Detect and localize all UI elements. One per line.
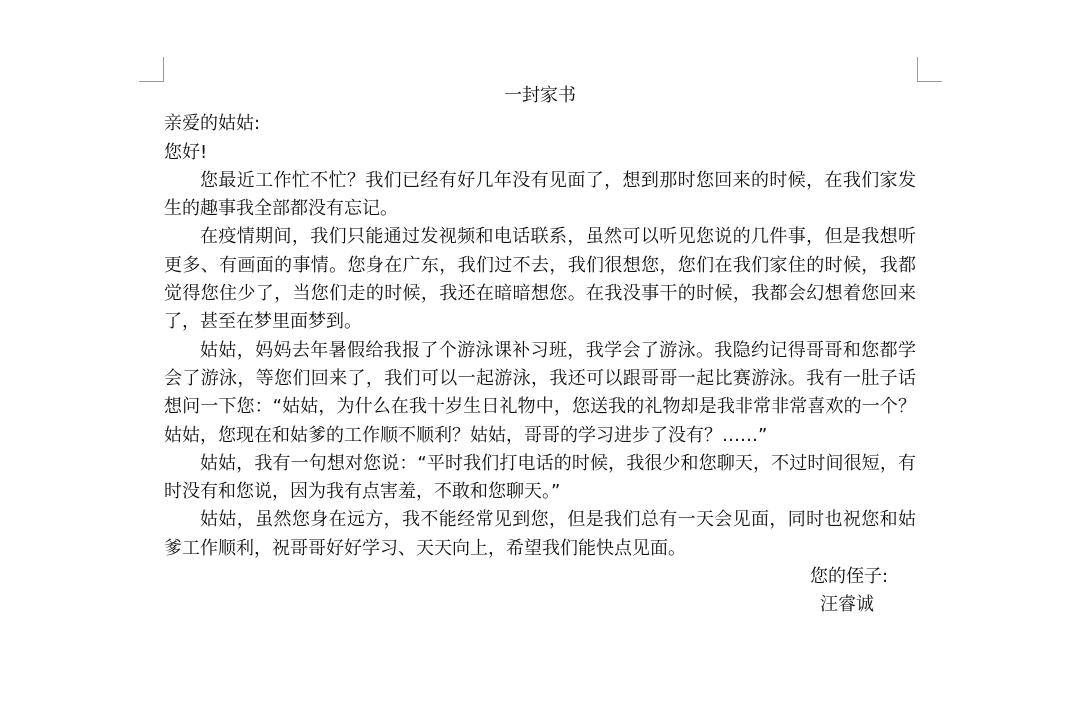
letter-body: [164, 82, 916, 620]
letter-paragraph: 在疫情期间，我们只能通过发视频和电话联系，虽然可以听见您说的几件事，但是我想听更多、有画面的事情。您身在广东，我们过不去，我们很想您，您们在我们家住的时候，我都觉得您住少了，当您们走的时候，我还在暗暗想您。在我没事干的时候，我都会幻想着您回来了，甚至在梦里面梦到。: [164, 226, 916, 333]
top-right-margin-mark: [917, 57, 942, 82]
letter-signature: 汪睿诚: [820, 594, 874, 616]
letter-paragraph: 姑姑，虽然您身在远方，我不能经常见到您，但是我们总有一天会见面，同时也祝您和姑爹工作顺利，祝哥哥好好学习、天天向上，希望我们能快点见面。: [164, 509, 916, 559]
letter-paragraph: 姑姑，我有一句想对您说：“平时我们打电话的时候，我很少和您聊天，不过时间很短，有时没有和您说，因为我有点害羞，不敢和您聊天。”: [164, 452, 916, 503]
letter-paragraph: 姑姑，妈妈去年暑假给我报了个游泳课补习班，我学会了游泳。我隐约记得哥哥和您都学会了游泳，等您们回来了，我们可以一起游泳，我还可以跟哥哥一起比赛游泳。我有一肚子话想问一下您：“姑姑，为什么在我十岁生日礼物中，您送我的礼物却是我非常非常喜欢的一个？姑姑，您现在和姑爹的工作顺不顺利？姑姑，哥哥的学习进步了没有？……”: [164, 339, 916, 446]
letter-paragraph: 您最近工作忙不忙？我们已经有好几年没有见面了，想到那时您回来的时候，在我们家发生的趣事我全部都没有忘记。: [164, 169, 916, 220]
letter-greeting: 您好!: [164, 141, 208, 163]
letter-salutation: 亲爱的姑姑:: [164, 113, 261, 135]
top-left-margin-mark: [139, 57, 164, 82]
letter-closing: 您的侄子:: [810, 566, 889, 588]
letter-title: 一封家书: [504, 85, 576, 106]
